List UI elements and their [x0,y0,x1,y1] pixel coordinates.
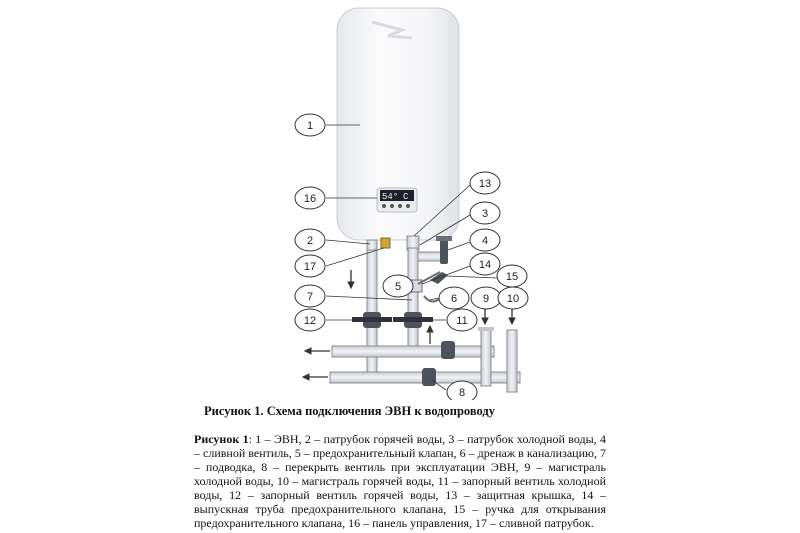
callout-5 [383,275,413,297]
svg-text:5: 5 [394,281,402,293]
panel-button [390,204,394,208]
svg-text:3: 3 [481,208,489,220]
drain-to-sewer [424,296,440,302]
callout-10 [498,287,528,309]
callout-4 [448,229,500,251]
callout-12 [295,309,363,331]
main-pipe-upper [332,346,494,357]
figure-legend [194,432,606,530]
panel-button [406,204,410,208]
callout-6 [430,287,469,309]
svg-text:14: 14 [478,259,492,271]
svg-text:12: 12 [303,315,317,327]
panel-button [382,204,386,208]
svg-text:1: 1 [306,120,314,132]
svg-text:15: 15 [505,271,519,283]
callout-9 [471,287,501,309]
svg-text:8: 8 [458,387,466,399]
figure-title: Рисунок 1. Схема подключения ЭВН к водопроводу [204,404,496,418]
svg-text:11: 11 [456,315,468,327]
svg-text:4: 4 [481,235,489,247]
svg-text:10: 10 [506,293,520,305]
figure-legend-lead: Рисунок 1 [194,432,249,446]
control-panel [377,188,417,212]
svg-text:13: 13 [478,178,492,190]
svg-text:16: 16 [303,193,317,205]
hot-water-main [507,330,517,392]
panel-button [398,204,402,208]
svg-text:2: 2 [306,235,314,247]
svg-text:17: 17 [303,261,317,273]
svg-text:6: 6 [450,293,458,305]
display-unit: C [403,192,409,202]
svg-text:9: 9 [482,293,490,305]
figure-legend-text: : 1 – ЭВН, 2 – патрубок горячей воды, 3 – патрубок холодной воды, 4 – сливной вентиль, 5 – предохранительный клапан, 6 – дренаж в канализацию, 7 – подводка, 8 – перекрыть вентиль при эксплуатации ЭВН, 9 – магистраль холодной воды, 10 – магистраль горячей воды, 11 – запорный вентиль холодной воды, 12 – запорный вентиль горячей воды, 13 – защитная крышка, 14 – выпускная труба предохранительного клапана, 15 – ручка для открывания предохранительного клапана, 16 – панель управления, 17 – сливной патрубок. [194,432,606,530]
cold-water-supply-pipe [408,248,418,350]
display-readout: 54° [382,192,399,202]
svg-text:7: 7 [306,291,314,303]
